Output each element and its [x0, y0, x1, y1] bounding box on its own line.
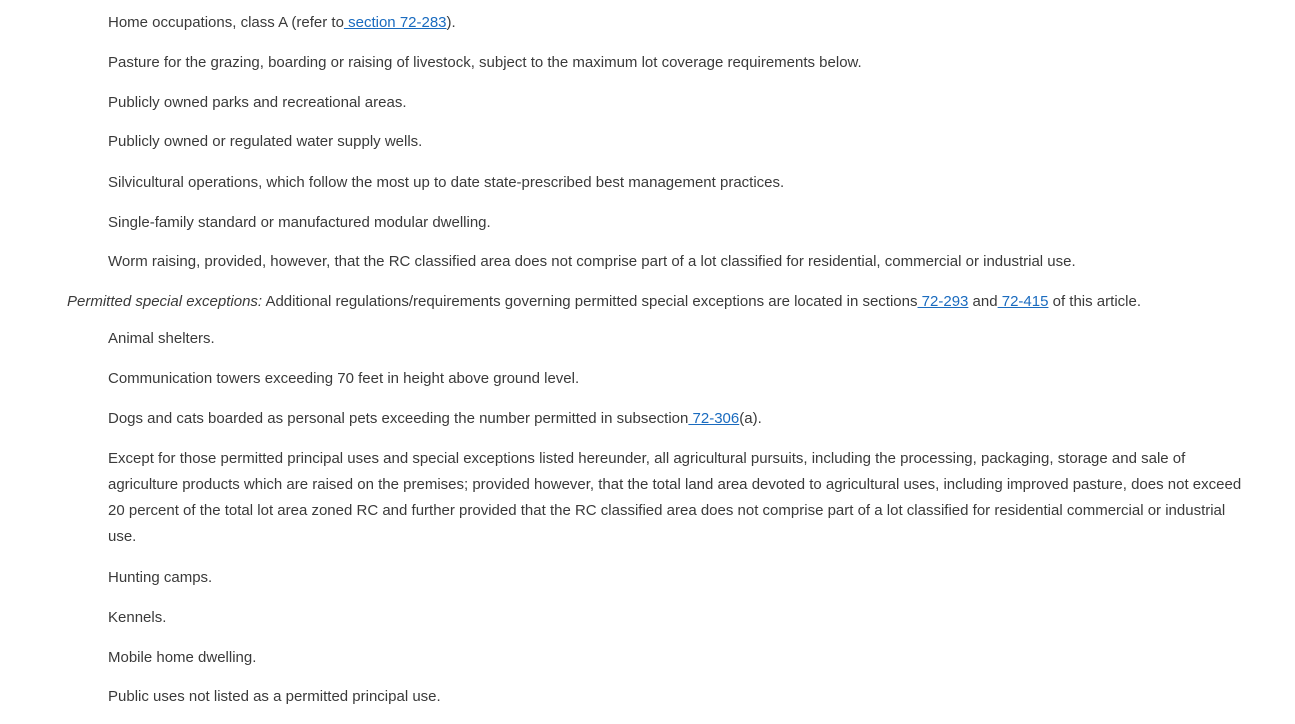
- section-72-306-link[interactable]: 72-306: [688, 410, 740, 427]
- item-text: Dogs and cats boarded as personal pets exceeding the number permitted in subsection: [108, 410, 689, 427]
- list-item-worm-raising: Worm raising, provided, however, that the RC classified area does not comprise part of a lot classified for residential, commercial or industrial use.: [108, 253, 1076, 270]
- list-item-parks: Publicly owned parks and recreational areas.: [108, 94, 407, 111]
- list-item-animal-shelters: Animal shelters.: [108, 330, 215, 347]
- list-item-agricultural-pursuits: Except for those permitted principal uses and special exceptions listed hereunder, all agricultural pursuits, including the processing, packaging, storage and sale of agriculture products which are raised on the premises; provided however, that the total land area devoted to agricultural uses, including improved pasture, does not exceed 20 percent of the total lot area zoned RC and further provided that the RC classified area does not comprise part of a lot classified for residential commercial or industrial use.: [108, 450, 1242, 545]
- special-exceptions-heading: [67, 289, 1267, 315]
- list-item-single-family: Single-family standard or manufactured modular dwelling.: [108, 214, 491, 231]
- list-item-pasture: Pasture for the grazing, boarding or raising of livestock, subject to the maximum lot coverage requirements below.: [108, 54, 862, 71]
- list-item-silvicultural: Silvicultural operations, which follow the most up to date state-prescribed best management practices.: [108, 174, 785, 191]
- list-item-water-wells: Publicly owned or regulated water supply wells.: [108, 133, 423, 150]
- section-72-293-link[interactable]: 72-293: [917, 293, 969, 310]
- list-item-public-uses: Public uses not listed as a permitted principal use.: [108, 688, 441, 705]
- list-item-dogs-cats: [108, 406, 1248, 432]
- of-article-text: of this article.: [1048, 293, 1141, 310]
- list-item-communication-towers: Communication towers exceeding 70 feet in height above ground level.: [108, 370, 580, 387]
- section-72-415-link[interactable]: 72-415: [997, 293, 1049, 310]
- item-text: ).: [446, 14, 456, 31]
- special-exceptions-text: Additional regulations/requirements governing permitted special exceptions are located in sections: [262, 293, 918, 310]
- section-72-283-link[interactable]: section 72-283: [343, 14, 447, 31]
- list-item-mobile-home: Mobile home dwelling.: [108, 649, 257, 666]
- list-item-kennels: Kennels.: [108, 609, 167, 626]
- item-text: (a).: [739, 410, 762, 427]
- item-text: Home occupations, class A (refer to: [108, 14, 344, 31]
- list-item-hunting-camps: Hunting camps.: [108, 569, 213, 586]
- and-text: and: [968, 293, 998, 310]
- list-item-home-occupations: [108, 10, 1248, 36]
- special-exceptions-label: Permitted special exceptions:: [67, 293, 263, 310]
